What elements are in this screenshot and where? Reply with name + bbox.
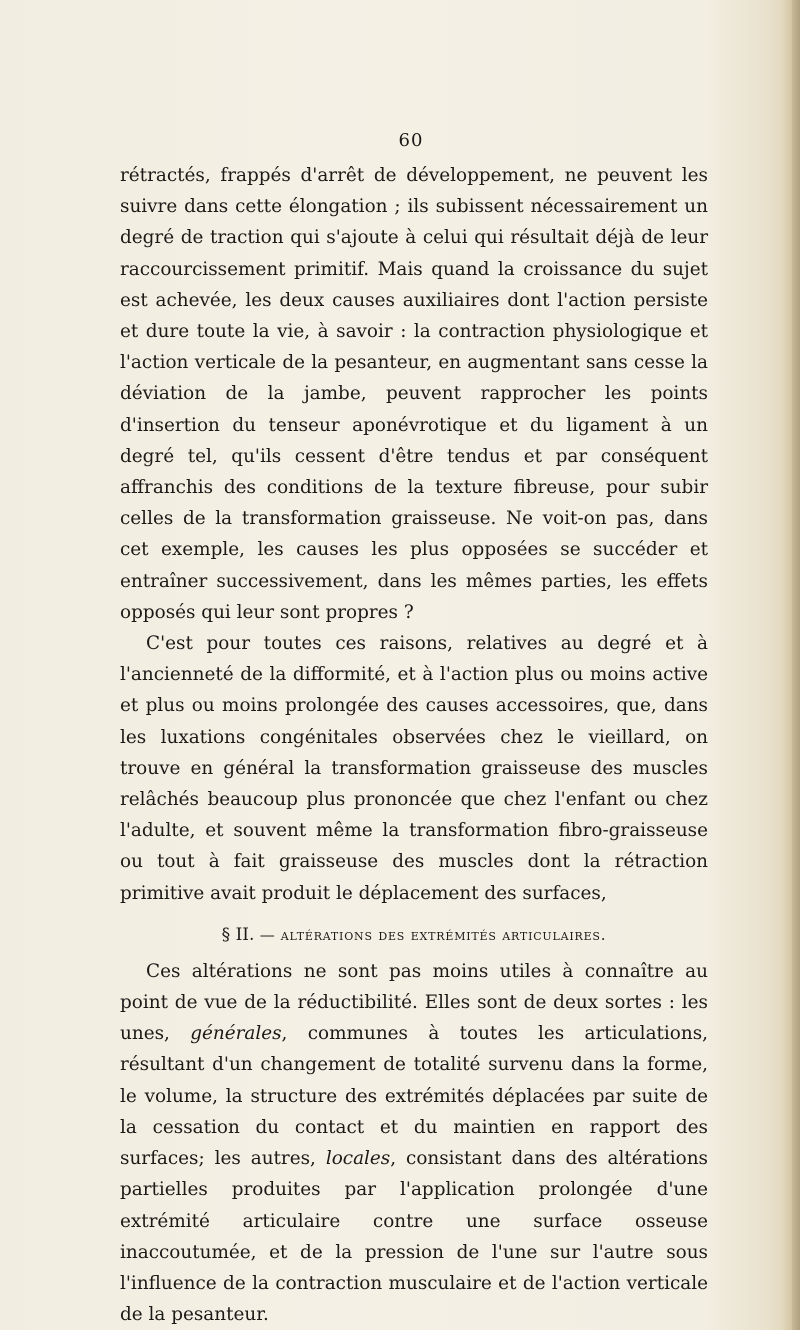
paragraph-2: C'est pour toutes ces raisons, relatives au degré et à l'ancienneté de la difformité, et à l'action plus ou moins active et plus ou moins prolongée des causes accessoires, que, dans les luxations congénitales observées chez le vieillard, on trouve en général la transformation graisseuse des muscles relâchés beaucoup plus prononcée que chez l'enfant ou chez l'adulte, et souvent même la transformation fibro-graisseuse ou tout à fait graisseuse des muscles dont la rétraction primitive avait produit le déplacement des surfaces,: [120, 633, 708, 904]
paragraph-3: [120, 956, 708, 1330]
paragraph-3-emphasis-generales: générales: [190, 1023, 282, 1045]
paragraph-3-part-1: Ces altérations ne sont pas moins utiles à connaître au point de vue de la réductibilité. Elles sont de deux sortes : les unes,: [120, 960, 708, 1045]
binding-shadow: [792, 0, 800, 1330]
body-text: [120, 160, 708, 1330]
section-heading: [120, 920, 708, 950]
paragraph-1: rétractés, frappés d'arrêt de développement, ne peuvent les suivre dans cette élongation ; ils subissent nécessairement un degré de traction qui s'ajoute à celui qui résultait déjà de leur raccourcissement primitif. Mais quand la croissance du sujet est achevée, les deux causes auxiliaires dont l'action persiste et dure toute la vie, à savoir : la contraction physiologique et l'action verticale de la pesanteur, en augmentant sans cesse la déviation de la jambe, peuvent rapprocher les points d'insertion du tenseur aponévrotique et du ligament à un degré tel, qu'ils cessent d'être tendus et par conséquent affranchis des conditions de la texture fibreuse, pour subir celles de la transformation graisseuse. Ne voit-on pas, dans cet exemple, les causes les plus opposées se succéder et entraîner successivement, dans les mêmes parties, les effets opposés qui leur sont propres ?: [120, 165, 708, 623]
paragraph-3-part-3: , consistant dans des altérations partielles produites par l'application prolongée d'une extrémité articulaire contre une surface osseuse inaccoutumée, et de la pression de l'une sur l'autre sous l'influence de la contraction musculaire et de l'action verticale de la pesanteur.: [120, 1148, 708, 1326]
section-dash: —: [259, 925, 276, 944]
page-number: 60: [398, 130, 424, 151]
section-number: § II.: [221, 924, 255, 945]
paragraph-3-part-2: , communes à toutes les articulations, résultant d'un changement de totalité survenu dans la forme, le volume, la structure des extrémités déplacées par suite de la cessation du contact et du maintien en rapport des surfaces; les autres,: [120, 1023, 709, 1170]
paragraph-3-emphasis-locales: locales: [325, 1148, 391, 1170]
section-title: altérations des extrémités articulaires.: [280, 925, 607, 944]
